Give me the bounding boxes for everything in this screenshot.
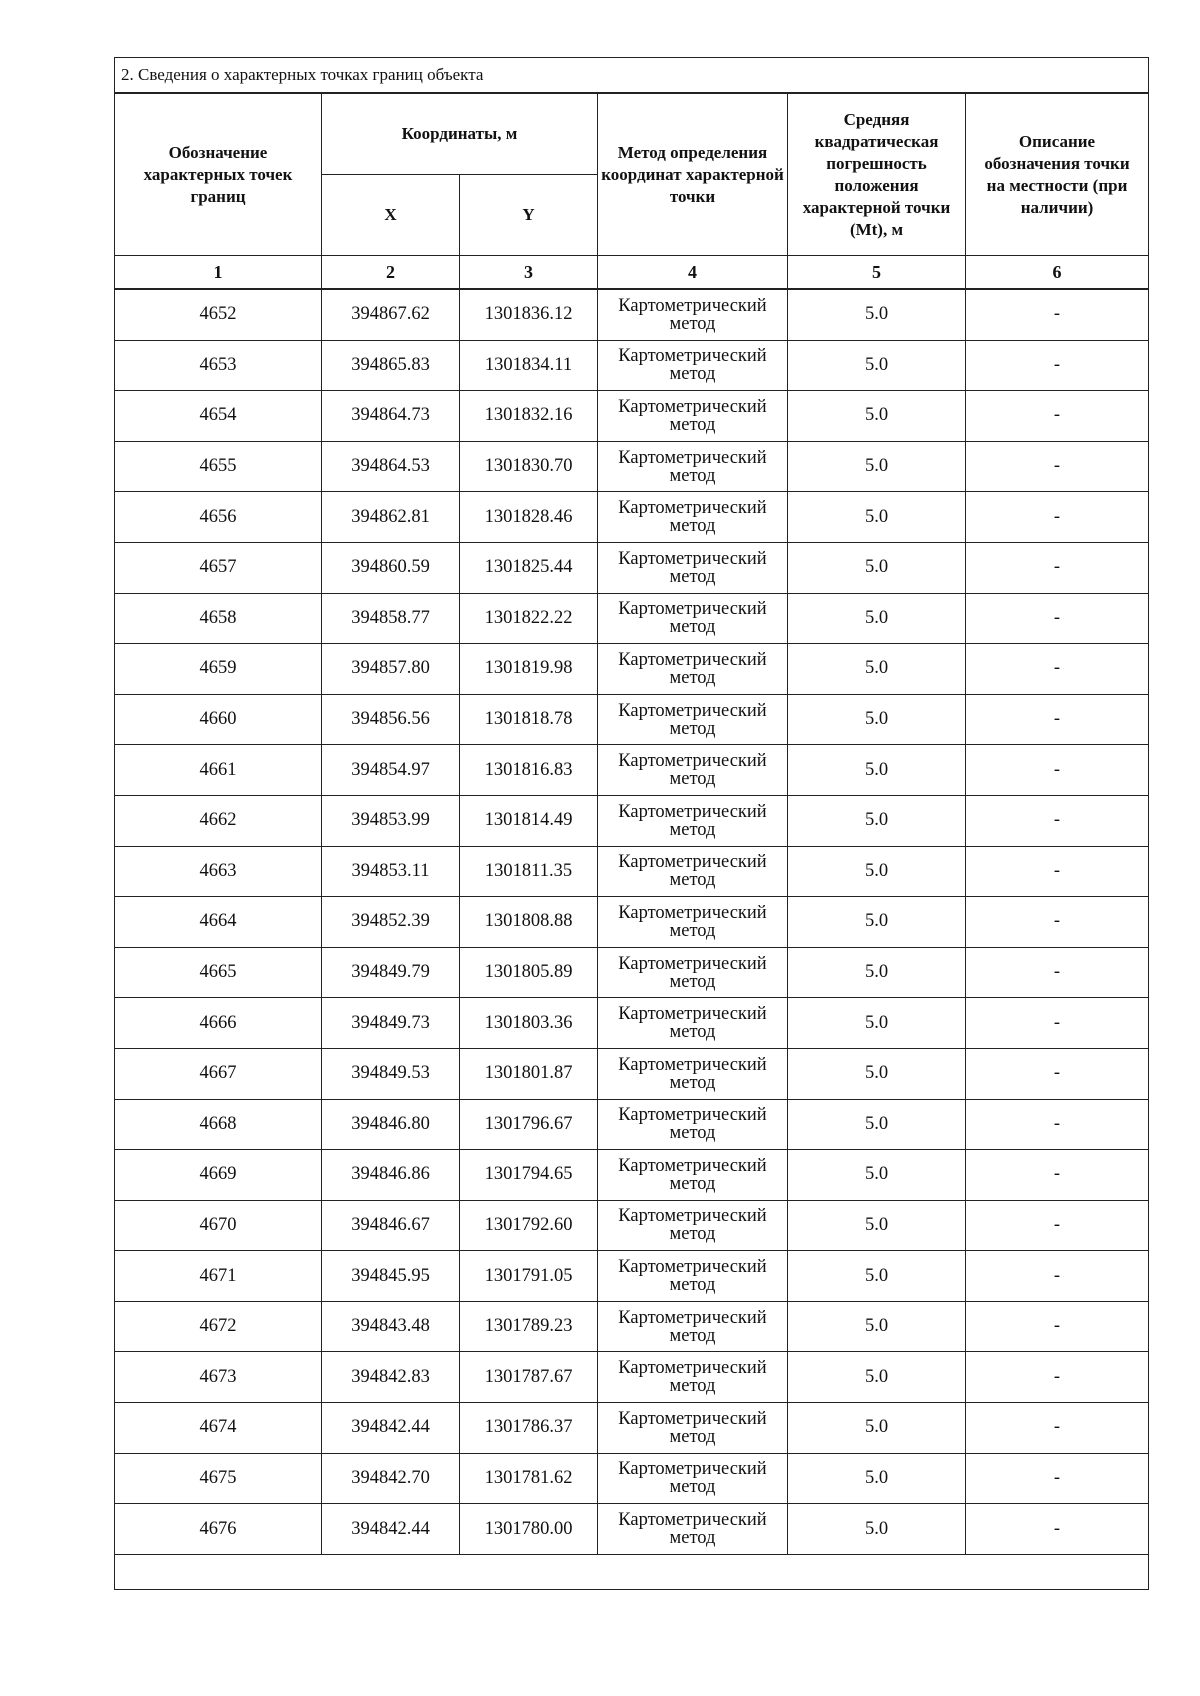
method-line: Картометрический xyxy=(618,751,767,772)
y-coordinate-cell: 1301780.00 xyxy=(460,1504,598,1555)
method-line: Картометрический xyxy=(618,700,767,721)
method-cell xyxy=(598,1048,788,1099)
x-coordinate-cell: 394849.53 xyxy=(322,1048,460,1099)
description-cell: - xyxy=(966,1453,1149,1504)
method-line: Картометрический xyxy=(618,1307,767,1328)
y-coordinate-cell: 1301781.62 xyxy=(460,1453,598,1504)
table-row xyxy=(115,897,1149,948)
column-number: 3 xyxy=(460,256,598,290)
x-coordinate-cell: 394856.56 xyxy=(322,694,460,745)
table-row xyxy=(115,593,1149,644)
method-line: Картометрический xyxy=(618,852,767,873)
table-row xyxy=(115,391,1149,442)
mt-error-cell: 5.0 xyxy=(788,897,966,948)
description-cell: - xyxy=(966,542,1149,593)
point-cell: 4663 xyxy=(115,846,322,897)
table-row xyxy=(115,947,1149,998)
mt-error-cell: 5.0 xyxy=(788,998,966,1049)
point-cell: 4660 xyxy=(115,694,322,745)
table-row xyxy=(115,795,1149,846)
method-cell xyxy=(598,391,788,442)
method-cell xyxy=(598,289,788,340)
method-line: Картометрический xyxy=(618,953,767,974)
x-coordinate-cell: 394842.70 xyxy=(322,1453,460,1504)
description-cell: - xyxy=(966,1403,1149,1454)
method-line: метод xyxy=(669,1123,716,1144)
description-cell: - xyxy=(966,492,1149,543)
method-cell xyxy=(598,1251,788,1302)
point-cell: 4657 xyxy=(115,542,322,593)
y-coordinate-cell: 1301825.44 xyxy=(460,542,598,593)
description-cell: - xyxy=(966,1048,1149,1099)
method-line: метод xyxy=(669,566,716,587)
y-coordinate-cell: 1301816.83 xyxy=(460,745,598,796)
method-line: Картометрический xyxy=(618,649,767,670)
method-line: метод xyxy=(669,313,716,334)
x-coordinate-cell: 394846.86 xyxy=(322,1150,460,1201)
y-coordinate-cell: 1301814.49 xyxy=(460,795,598,846)
mt-error-cell: 5.0 xyxy=(788,694,966,745)
point-cell: 4654 xyxy=(115,391,322,442)
point-cell: 4672 xyxy=(115,1301,322,1352)
method-line: метод xyxy=(669,465,716,486)
table-row xyxy=(115,340,1149,391)
mt-error-cell: 5.0 xyxy=(788,391,966,442)
description-cell: - xyxy=(966,391,1149,442)
method-cell xyxy=(598,1099,788,1150)
method-line: метод xyxy=(669,920,716,941)
mt-error-cell: 5.0 xyxy=(788,1099,966,1150)
method-line: метод xyxy=(669,1325,716,1346)
y-coordinate-cell: 1301822.22 xyxy=(460,593,598,644)
column-number: 4 xyxy=(598,256,788,290)
y-coordinate-cell: 1301803.36 xyxy=(460,998,598,1049)
method-cell xyxy=(598,897,788,948)
x-coordinate-cell: 394858.77 xyxy=(322,593,460,644)
mt-error-cell: 5.0 xyxy=(788,1048,966,1099)
method-line: Картометрический xyxy=(618,295,767,316)
method-line: Картометрический xyxy=(618,1510,767,1531)
point-cell: 4673 xyxy=(115,1352,322,1403)
table-row xyxy=(115,1150,1149,1201)
y-coordinate-cell: 1301818.78 xyxy=(460,694,598,745)
y-coordinate-cell: 1301791.05 xyxy=(460,1251,598,1302)
method-line: метод xyxy=(669,1426,716,1447)
point-cell: 4675 xyxy=(115,1453,322,1504)
description-cell: - xyxy=(966,644,1149,695)
header-error: Средняя квадратическая погрешность положения характерной точки (Mt), м xyxy=(788,93,966,256)
description-cell: - xyxy=(966,1504,1149,1555)
y-coordinate-cell: 1301796.67 xyxy=(460,1099,598,1150)
y-coordinate-cell: 1301819.98 xyxy=(460,644,598,695)
point-cell: 4656 xyxy=(115,492,322,543)
description-cell: - xyxy=(966,846,1149,897)
method-cell xyxy=(598,1200,788,1251)
table-row xyxy=(115,542,1149,593)
column-number-row xyxy=(115,256,1149,290)
method-line: метод xyxy=(669,1275,716,1296)
method-cell xyxy=(598,340,788,391)
x-coordinate-cell: 394862.81 xyxy=(322,492,460,543)
table-row xyxy=(115,694,1149,745)
method-cell xyxy=(598,593,788,644)
method-line: Картометрический xyxy=(618,1408,767,1429)
section-title: 2. Сведения о характерных точках границ объекта xyxy=(115,58,1149,94)
description-cell: - xyxy=(966,1251,1149,1302)
y-coordinate-cell: 1301786.37 xyxy=(460,1403,598,1454)
y-coordinate-cell: 1301808.88 xyxy=(460,897,598,948)
x-coordinate-cell: 394867.62 xyxy=(322,289,460,340)
y-coordinate-cell: 1301828.46 xyxy=(460,492,598,543)
y-coordinate-cell: 1301832.16 xyxy=(460,391,598,442)
mt-error-cell: 5.0 xyxy=(788,1150,966,1201)
table-body xyxy=(115,289,1149,1554)
y-coordinate-cell: 1301787.67 xyxy=(460,1352,598,1403)
y-coordinate-cell: 1301836.12 xyxy=(460,289,598,340)
method-line: метод xyxy=(669,1072,716,1093)
method-cell xyxy=(598,441,788,492)
method-line: метод xyxy=(669,1528,716,1549)
x-coordinate-cell: 394842.83 xyxy=(322,1352,460,1403)
x-coordinate-cell: 394852.39 xyxy=(322,897,460,948)
y-coordinate-cell: 1301830.70 xyxy=(460,441,598,492)
description-cell: - xyxy=(966,897,1149,948)
y-coordinate-cell: 1301811.35 xyxy=(460,846,598,897)
method-cell xyxy=(598,745,788,796)
mt-error-cell: 5.0 xyxy=(788,745,966,796)
method-line: Картометрический xyxy=(618,1054,767,1075)
method-cell xyxy=(598,998,788,1049)
point-cell: 4667 xyxy=(115,1048,322,1099)
table-row xyxy=(115,289,1149,340)
method-line: метод xyxy=(669,414,716,435)
method-cell xyxy=(598,492,788,543)
x-coordinate-cell: 394854.97 xyxy=(322,745,460,796)
method-line: Картометрический xyxy=(618,1206,767,1227)
mt-error-cell: 5.0 xyxy=(788,1200,966,1251)
mt-error-cell: 5.0 xyxy=(788,441,966,492)
table-row xyxy=(115,644,1149,695)
table-row xyxy=(115,998,1149,1049)
table-row xyxy=(115,492,1149,543)
description-cell: - xyxy=(966,1352,1149,1403)
point-cell: 4659 xyxy=(115,644,322,695)
header-description: Описание обозначения точки на местности (при наличии) xyxy=(966,93,1149,256)
description-cell: - xyxy=(966,1301,1149,1352)
y-coordinate-cell: 1301801.87 xyxy=(460,1048,598,1099)
y-coordinate-cell: 1301834.11 xyxy=(460,340,598,391)
point-cell: 4664 xyxy=(115,897,322,948)
method-cell xyxy=(598,795,788,846)
point-cell: 4666 xyxy=(115,998,322,1049)
mt-error-cell: 5.0 xyxy=(788,1352,966,1403)
method-cell xyxy=(598,1301,788,1352)
column-number: 5 xyxy=(788,256,966,290)
mt-error-cell: 5.0 xyxy=(788,593,966,644)
table-row xyxy=(115,1251,1149,1302)
point-cell: 4670 xyxy=(115,1200,322,1251)
mt-error-cell: 5.0 xyxy=(788,542,966,593)
method-line: метод xyxy=(669,516,716,537)
method-line: метод xyxy=(669,769,716,790)
table-row xyxy=(115,1301,1149,1352)
method-line: метод xyxy=(669,617,716,638)
point-cell: 4674 xyxy=(115,1403,322,1454)
method-line: Картометрический xyxy=(618,1459,767,1480)
method-line: Картометрический xyxy=(618,447,767,468)
x-coordinate-cell: 394860.59 xyxy=(322,542,460,593)
method-line: Картометрический xyxy=(618,1105,767,1126)
table-row xyxy=(115,1504,1149,1555)
point-cell: 4662 xyxy=(115,795,322,846)
description-cell: - xyxy=(966,795,1149,846)
table-row xyxy=(115,846,1149,897)
description-cell: - xyxy=(966,1200,1149,1251)
mt-error-cell: 5.0 xyxy=(788,340,966,391)
method-line: Картометрический xyxy=(618,1155,767,1176)
description-cell: - xyxy=(966,694,1149,745)
method-cell xyxy=(598,694,788,745)
table-row xyxy=(115,441,1149,492)
table-row xyxy=(115,1048,1149,1099)
y-coordinate-cell: 1301794.65 xyxy=(460,1150,598,1201)
x-coordinate-cell: 394842.44 xyxy=(322,1403,460,1454)
description-cell: - xyxy=(966,998,1149,1049)
method-line: Картометрический xyxy=(618,902,767,923)
x-coordinate-cell: 394845.95 xyxy=(322,1251,460,1302)
x-coordinate-cell: 394843.48 xyxy=(322,1301,460,1352)
point-cell: 4658 xyxy=(115,593,322,644)
method-line: Картометрический xyxy=(618,1004,767,1025)
mt-error-cell: 5.0 xyxy=(788,1453,966,1504)
method-line: метод xyxy=(669,718,716,739)
point-cell: 4671 xyxy=(115,1251,322,1302)
mt-error-cell: 5.0 xyxy=(788,1301,966,1352)
table-row xyxy=(115,1403,1149,1454)
description-cell: - xyxy=(966,593,1149,644)
description-cell: - xyxy=(966,1150,1149,1201)
mt-error-cell: 5.0 xyxy=(788,1403,966,1454)
y-coordinate-cell: 1301805.89 xyxy=(460,947,598,998)
method-line: метод xyxy=(669,1173,716,1194)
method-line: метод xyxy=(669,1022,716,1043)
mt-error-cell: 5.0 xyxy=(788,492,966,543)
header-y: Y xyxy=(460,175,598,256)
table-row xyxy=(115,745,1149,796)
method-line: Картометрический xyxy=(618,801,767,822)
mt-error-cell: 5.0 xyxy=(788,289,966,340)
table-row xyxy=(115,1099,1149,1150)
method-line: метод xyxy=(669,667,716,688)
method-line: Картометрический xyxy=(618,498,767,519)
x-coordinate-cell: 394849.79 xyxy=(322,947,460,998)
method-line: метод xyxy=(669,870,716,891)
x-coordinate-cell: 394849.73 xyxy=(322,998,460,1049)
method-cell xyxy=(598,1504,788,1555)
description-cell: - xyxy=(966,340,1149,391)
method-line: Картометрический xyxy=(618,1257,767,1278)
table-row xyxy=(115,1352,1149,1403)
method-cell xyxy=(598,1453,788,1504)
description-cell: - xyxy=(966,441,1149,492)
description-cell: - xyxy=(966,1099,1149,1150)
method-cell xyxy=(598,644,788,695)
method-line: Картометрический xyxy=(618,548,767,569)
method-line: Картометрический xyxy=(618,396,767,417)
method-line: метод xyxy=(669,819,716,840)
description-cell: - xyxy=(966,947,1149,998)
header-designation: Обозначение характерных точек границ xyxy=(115,93,322,256)
table-row xyxy=(115,1453,1149,1504)
x-coordinate-cell: 394864.53 xyxy=(322,441,460,492)
column-number: 6 xyxy=(966,256,1149,290)
point-cell: 4676 xyxy=(115,1504,322,1555)
method-cell xyxy=(598,542,788,593)
description-cell: - xyxy=(966,745,1149,796)
table-footer-row xyxy=(115,1554,1149,1589)
x-coordinate-cell: 394853.99 xyxy=(322,795,460,846)
x-coordinate-cell: 394864.73 xyxy=(322,391,460,442)
mt-error-cell: 5.0 xyxy=(788,1251,966,1302)
method-line: метод xyxy=(669,364,716,385)
method-cell xyxy=(598,1403,788,1454)
method-line: метод xyxy=(669,1224,716,1245)
method-cell xyxy=(598,947,788,998)
method-line: метод xyxy=(669,1477,716,1498)
point-cell: 4665 xyxy=(115,947,322,998)
method-line: Картометрический xyxy=(618,346,767,367)
x-coordinate-cell: 394853.11 xyxy=(322,846,460,897)
method-line: Картометрический xyxy=(618,1358,767,1379)
mt-error-cell: 5.0 xyxy=(788,795,966,846)
empty-footer-cell xyxy=(115,1554,1149,1589)
mt-error-cell: 5.0 xyxy=(788,644,966,695)
point-cell: 4669 xyxy=(115,1150,322,1201)
method-cell xyxy=(598,1352,788,1403)
x-coordinate-cell: 394842.44 xyxy=(322,1504,460,1555)
header-coordinates: Координаты, м xyxy=(322,93,598,175)
method-line: Картометрический xyxy=(618,599,767,620)
boundary-points-section xyxy=(114,57,1148,1590)
column-number: 2 xyxy=(322,256,460,290)
mt-error-cell: 5.0 xyxy=(788,846,966,897)
column-number: 1 xyxy=(115,256,322,290)
description-cell: - xyxy=(966,289,1149,340)
header-x: X xyxy=(322,175,460,256)
point-cell: 4661 xyxy=(115,745,322,796)
method-cell xyxy=(598,846,788,897)
point-cell: 4652 xyxy=(115,289,322,340)
method-line: метод xyxy=(669,1376,716,1397)
point-cell: 4653 xyxy=(115,340,322,391)
table-row xyxy=(115,1200,1149,1251)
x-coordinate-cell: 394846.80 xyxy=(322,1099,460,1150)
boundary-points-table xyxy=(114,57,1149,1590)
point-cell: 4668 xyxy=(115,1099,322,1150)
mt-error-cell: 5.0 xyxy=(788,1504,966,1555)
mt-error-cell: 5.0 xyxy=(788,947,966,998)
x-coordinate-cell: 394857.80 xyxy=(322,644,460,695)
y-coordinate-cell: 1301792.60 xyxy=(460,1200,598,1251)
x-coordinate-cell: 394846.67 xyxy=(322,1200,460,1251)
method-line: метод xyxy=(669,971,716,992)
method-cell xyxy=(598,1150,788,1201)
y-coordinate-cell: 1301789.23 xyxy=(460,1301,598,1352)
point-cell: 4655 xyxy=(115,441,322,492)
header-method: Метод определения координат характерной точки xyxy=(598,93,788,256)
x-coordinate-cell: 394865.83 xyxy=(322,340,460,391)
